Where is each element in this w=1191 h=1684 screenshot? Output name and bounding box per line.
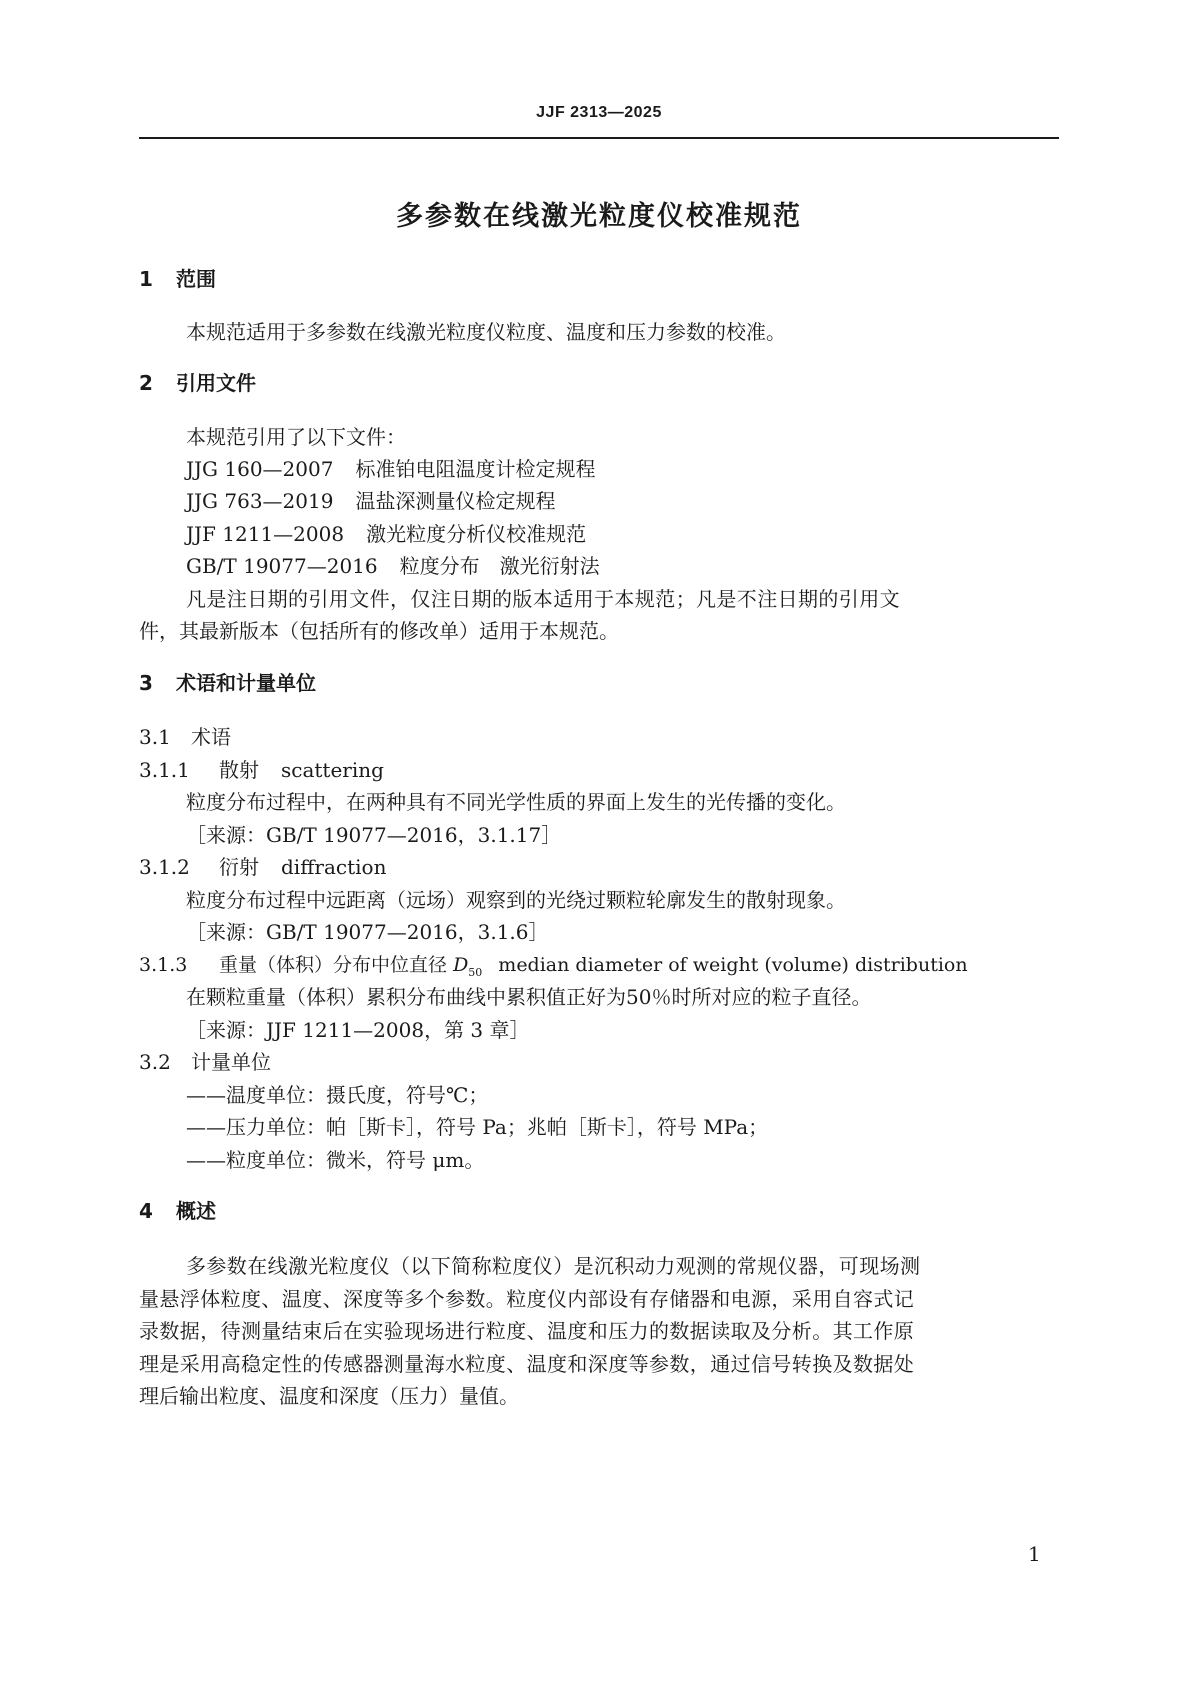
reference-name: 激光粒度分析仪校准规范 xyxy=(366,522,587,546)
term-definition: 在颗粒重量（体积）累积分布曲线中累积值正好为50％时所对应的粒子直径。 xyxy=(186,985,872,1009)
subsection-number: 3.1 xyxy=(139,725,171,749)
header-rule xyxy=(139,137,1059,139)
term-symbol: $D_{50}$ xyxy=(453,954,483,979)
reference-item xyxy=(139,551,1106,581)
term-number: 3.1.1 xyxy=(139,758,190,782)
term-chinese: 散射 xyxy=(219,758,259,782)
subsection-3-2-heading xyxy=(139,1047,1059,1077)
reference-name: 粒度分布 激光衍射法 xyxy=(399,554,600,578)
reference-name: 温盐深测量仪检定规程 xyxy=(355,489,556,513)
unit-item: ——温度单位：摄氏度，符号℃； xyxy=(186,1083,489,1107)
term-3-1-1-heading xyxy=(139,755,1059,785)
section-number: 1 xyxy=(139,267,153,291)
section-4-heading xyxy=(139,1196,1059,1226)
references-note-line: 凡是注日期的引用文件，仅注日期的版本适用于本规范；凡是不注日期的引用文 xyxy=(186,587,900,611)
reference-item xyxy=(139,454,1106,484)
document-title: 多参数在线激光粒度仪校准规范 xyxy=(396,201,802,232)
term-english: median diameter of weight (volume) distribution xyxy=(498,954,968,976)
term-english: diffraction xyxy=(281,855,387,879)
section-title: 概述 xyxy=(176,1199,216,1223)
term-definition: 粒度分布过程中远距离（远场）观察到的光绕过颗粒轮廓发生的散射现象。 xyxy=(186,888,846,912)
term-definition: 粒度分布过程中，在两种具有不同光学性质的界面上发生的光传播的变化。 xyxy=(186,790,846,814)
reference-code: JJF 1211—2008 xyxy=(186,522,345,546)
subsection-title: 计量单位 xyxy=(191,1050,271,1074)
subsection-title: 术语 xyxy=(191,725,231,749)
section-number: 4 xyxy=(139,1199,153,1223)
overview-line: 量悬浮体粒度、温度、深度等多个参数。粒度仪内部设有存储器和电源，采用自容式记 xyxy=(139,1287,915,1311)
term-english: scattering xyxy=(281,758,384,782)
overview-line: 多参数在线激光粒度仪（以下简称粒度仪）是沉积动力观测的常规仪器，可现场测 xyxy=(186,1254,921,1278)
section-2-heading xyxy=(139,368,1059,398)
overview-line: 理是采用高稳定性的传感器测量海水粒度、温度和深度等参数，通过信号转换及数据处 xyxy=(139,1352,915,1376)
section-number: 3 xyxy=(139,671,153,695)
term-source: ［来源：GB/T 19077—2016，3.1.6］ xyxy=(186,920,549,944)
overview-line: 录数据，待测量结束后在实验现场进行粒度、温度和压力的数据读取及分析。其工作原 xyxy=(139,1319,915,1343)
section-title: 引用文件 xyxy=(176,371,256,395)
section-1-body: 本规范适用于多参数在线激光粒度仪粒度、温度和压力参数的校准。 xyxy=(186,320,786,344)
section-1-heading xyxy=(139,264,1059,294)
section-title: 术语和计量单位 xyxy=(176,671,316,695)
subsection-3-1-heading xyxy=(139,722,1059,752)
overview-line: 理后输出粒度、温度和深度（压力）量值。 xyxy=(139,1384,519,1408)
reference-code: GB/T 19077—2016 xyxy=(186,554,378,578)
references-intro: 本规范引用了以下文件： xyxy=(186,425,406,449)
reference-code: JJG 763—2019 xyxy=(186,489,334,513)
unit-item: ——粒度单位：微米，符号 μm。 xyxy=(186,1148,485,1172)
reference-item xyxy=(139,486,1106,516)
subsection-number: 3.2 xyxy=(139,1050,171,1074)
term-number: 3.1.3 xyxy=(139,954,188,976)
section-3-heading xyxy=(139,668,1059,698)
term-number: 3.1.2 xyxy=(139,855,190,879)
term-chinese: 重量（体积）分布中位直径 xyxy=(219,954,448,976)
term-source: ［来源：JJF 1211—2008，第 3 章］ xyxy=(186,1018,530,1042)
term-chinese: 衍射 xyxy=(219,855,259,879)
reference-name: 标准铂电阻温度计检定规程 xyxy=(355,457,596,481)
term-3-1-2-heading xyxy=(139,852,1059,882)
document-code-header: JJF 2313—2025 xyxy=(536,104,662,121)
section-title: 范围 xyxy=(176,267,216,291)
references-note-line: 件，其最新版本（包括所有的修改单）适用于本规范。 xyxy=(139,619,619,643)
reference-code: JJG 160—2007 xyxy=(186,457,334,481)
reference-item xyxy=(139,519,1106,549)
term-source: ［来源：GB/T 19077—2016，3.1.17］ xyxy=(186,823,562,847)
section-number: 2 xyxy=(139,371,153,395)
unit-item: ——压力单位：帕［斯卡］，符号 Pa；兆帕［斯卡］，符号 MPa； xyxy=(186,1115,769,1139)
page-number: 1 xyxy=(1028,1542,1041,1566)
